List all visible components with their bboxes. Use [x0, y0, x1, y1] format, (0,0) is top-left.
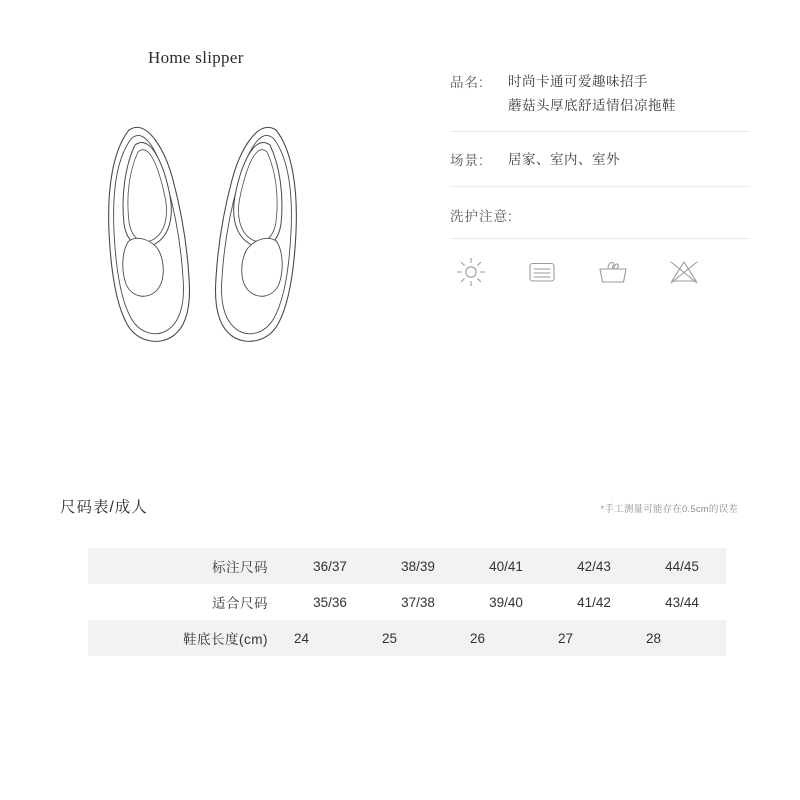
spec-value-name-line2: 蘑菇头厚底舒适情侣凉拖鞋 — [508, 97, 676, 113]
row-header-fit-size: 适合尺码 — [212, 596, 268, 611]
cell-sole-length-3: 26 — [470, 630, 486, 646]
cell-fit-size-2: 37/38 — [401, 594, 435, 610]
spec-value-name — [508, 70, 750, 117]
spec-row-name — [450, 70, 750, 132]
size-chart-title: 尺码表/成人 — [60, 499, 148, 516]
cell-sole-length-1: 24 — [294, 630, 310, 646]
cell-marked-size-4: 42/43 — [577, 558, 611, 574]
cell-sole-length-5: 28 — [646, 630, 662, 646]
cell-sole-length-4: 27 — [558, 630, 574, 646]
spec-value-scene-line1: 居家、室内、室外 — [508, 152, 620, 168]
spec-label-scene: 场景: — [450, 153, 484, 169]
cell-fit-size-5: 43/44 — [665, 594, 699, 610]
cell-sole-length-2: 25 — [382, 630, 398, 646]
cell-fit-size-1: 35/36 — [313, 594, 347, 610]
care-instructions-title: 洗护注意: — [450, 205, 750, 239]
spec-row-scene — [450, 148, 750, 187]
size-chart-note: *手工测量可能存在0.5cm的误差 — [600, 504, 738, 515]
slipper-illustration — [95, 92, 310, 357]
dry-in-shade-icon — [450, 253, 492, 291]
spec-block — [450, 70, 750, 291]
spec-label-name: 品名: — [450, 75, 484, 90]
spec-value-scene — [508, 148, 750, 172]
cell-fit-size-4: 41/42 — [577, 594, 611, 610]
hand-wash-icon — [592, 253, 634, 291]
cell-marked-size-2: 38/39 — [401, 558, 435, 574]
table-row — [88, 548, 726, 584]
table-row — [88, 620, 726, 656]
page-title: Home slipper — [148, 48, 244, 67]
table-row — [88, 584, 726, 620]
cell-fit-size-3: 39/40 — [489, 594, 523, 610]
cell-marked-size-3: 40/41 — [489, 558, 523, 574]
cell-marked-size-5: 44/45 — [665, 558, 699, 574]
size-chart-table — [88, 548, 726, 656]
care-icon-row — [450, 253, 705, 291]
do-not-bleach-icon — [663, 253, 705, 291]
row-header-sole-length: 鞋底长度(cm) — [183, 632, 268, 647]
cell-marked-size-1: 36/37 — [313, 558, 347, 574]
spec-value-name-line1: 时尚卡通可爱趣味招手 — [508, 74, 648, 89]
row-header-marked-size: 标注尺码 — [212, 560, 268, 575]
no-tumble-dry-icon — [521, 253, 563, 291]
